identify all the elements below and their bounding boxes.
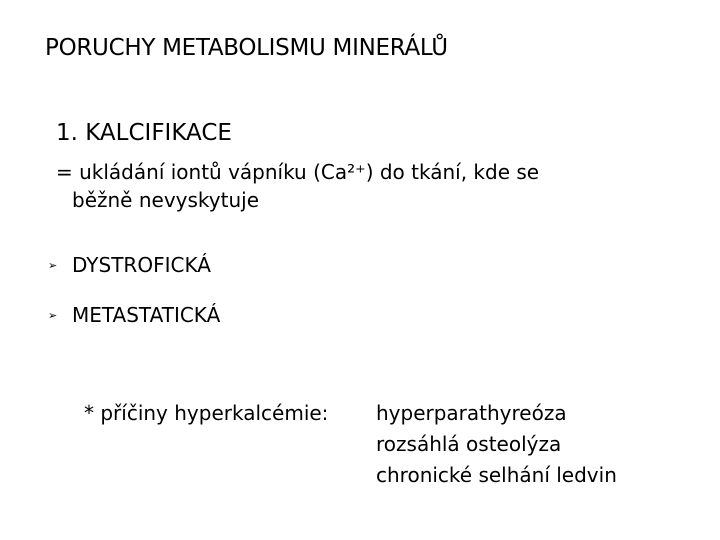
list-item-dystroficka [48,253,211,277]
list-item-label: METASTATICKÁ [72,303,221,327]
cause-item: hyperparathyreóza [376,401,567,425]
definition-line-2: běžně nevyskytuje [72,188,259,212]
cause-item: chronické selhání ledvin [376,463,617,487]
list-item-label: DYSTROFICKÁ [72,253,211,277]
definition-line-1: = ukládání iontů vápníku (Ca²⁺) do tkání, kde se [56,160,540,184]
causes-spacer [84,429,376,460]
causes-spacer [84,460,376,491]
list-item-metastaticka [48,303,220,327]
causes-row [84,429,617,460]
arrow-bullet-icon: ➢ [48,258,58,272]
arrow-bullet-icon: ➢ [48,308,58,322]
causes-row [84,460,617,491]
causes-row [84,398,617,429]
causes-label: * příčiny hyperkalcémie: [84,401,329,425]
causes-block [84,398,617,491]
slide-title: PORUCHY METABOLISMU MINERÁLŮ [45,35,448,61]
definition-text [56,158,539,214]
section-heading: 1. KALCIFIKACE [56,120,232,146]
cause-item: rozsáhlá osteolýza [376,432,562,456]
